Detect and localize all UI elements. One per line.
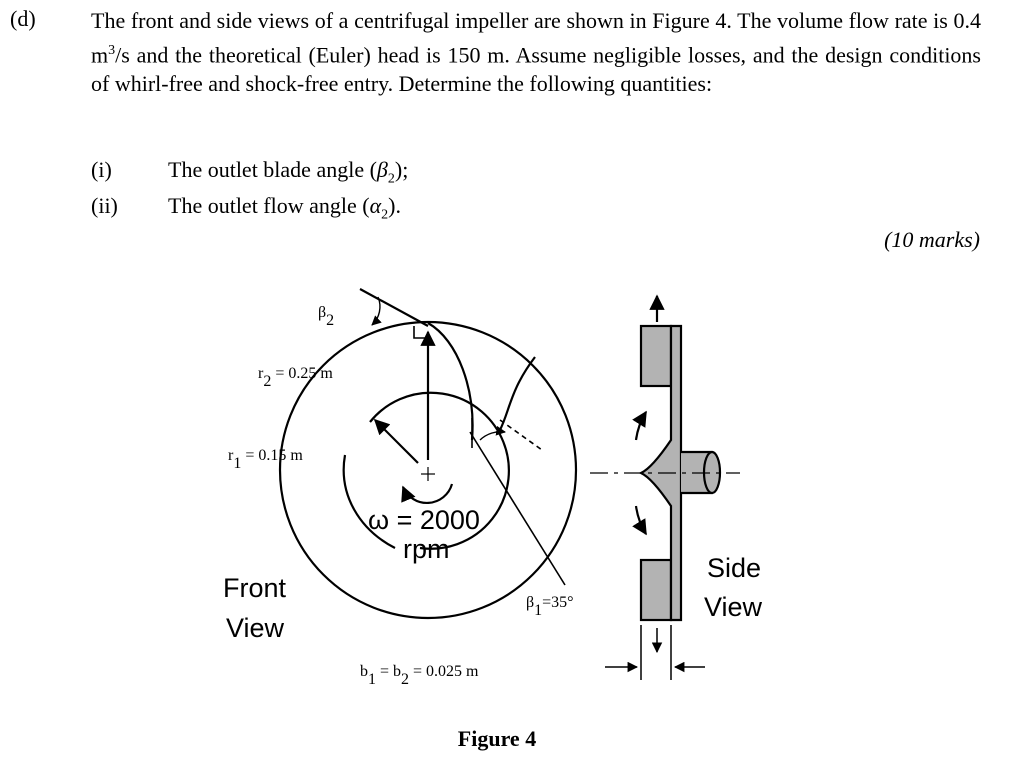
beta2-arc — [372, 297, 380, 325]
side-view-label-2: View — [704, 592, 763, 622]
front-view-label-2: View — [226, 613, 285, 643]
part-ii-body: The outlet flow angle ( — [168, 193, 370, 218]
radius-r1-line — [375, 420, 418, 463]
beta1-leader — [470, 432, 565, 585]
figure-caption: Figure 4 — [457, 726, 537, 751]
flow-arrow-lower — [636, 506, 646, 534]
beta1-dash — [500, 420, 542, 450]
part-ii-label: (ii) — [91, 193, 118, 218]
omega-label-line2: rpm — [403, 534, 450, 564]
intro-part-2: /s and the theoretical (Euler) head is 150 m. Assume negligible losses, and the design conditions of whirl-free and shock-free entry. Determine the following quantities: — [91, 41, 981, 97]
front-view-drawing — [280, 289, 576, 618]
beta2-label: β2 — [318, 304, 335, 329]
omega-label-line1: ω = 2000 — [368, 505, 480, 535]
question-label: (d) — [10, 6, 36, 31]
marks: (10 marks) — [884, 227, 980, 252]
lower-shroud — [641, 560, 671, 620]
part-i-tail: ); — [394, 157, 409, 182]
beta1-label: β1=35° — [526, 594, 574, 619]
part-ii-tail: ). — [388, 193, 401, 218]
part-i-label: (i) — [91, 157, 112, 182]
r1-label: r1 = 0.15 m — [228, 447, 303, 472]
part-ii-subscript: 2 — [381, 207, 389, 223]
part-i-subscript: 2 — [387, 171, 395, 187]
part-i-symbol: β — [376, 157, 388, 182]
part-i-body: The outlet blade angle ( — [168, 157, 377, 182]
rotation-arrow — [403, 484, 452, 503]
intro-superscript: 3 — [108, 42, 116, 58]
side-view-drawing — [590, 296, 740, 680]
blade-outer — [428, 323, 473, 440]
side-view-label-1: Side — [707, 553, 762, 583]
b-dimension-label: b1 = b2 = 0.025 m — [360, 663, 479, 688]
blade-inner — [500, 357, 535, 430]
intro-part-1: The front and side views of a centrifugal impeller are shown in Figure 4. The volume flow rate is 0.4 m — [91, 8, 981, 67]
beta2-tangent — [360, 289, 428, 326]
r2-label: r2 = 0.25 m — [258, 365, 333, 390]
part-ii-symbol: α — [369, 193, 382, 218]
right-angle-mark — [414, 326, 428, 338]
front-view-label-1: Front — [223, 573, 287, 603]
flow-arrow-upper — [636, 412, 646, 440]
upper-shroud — [641, 326, 671, 386]
